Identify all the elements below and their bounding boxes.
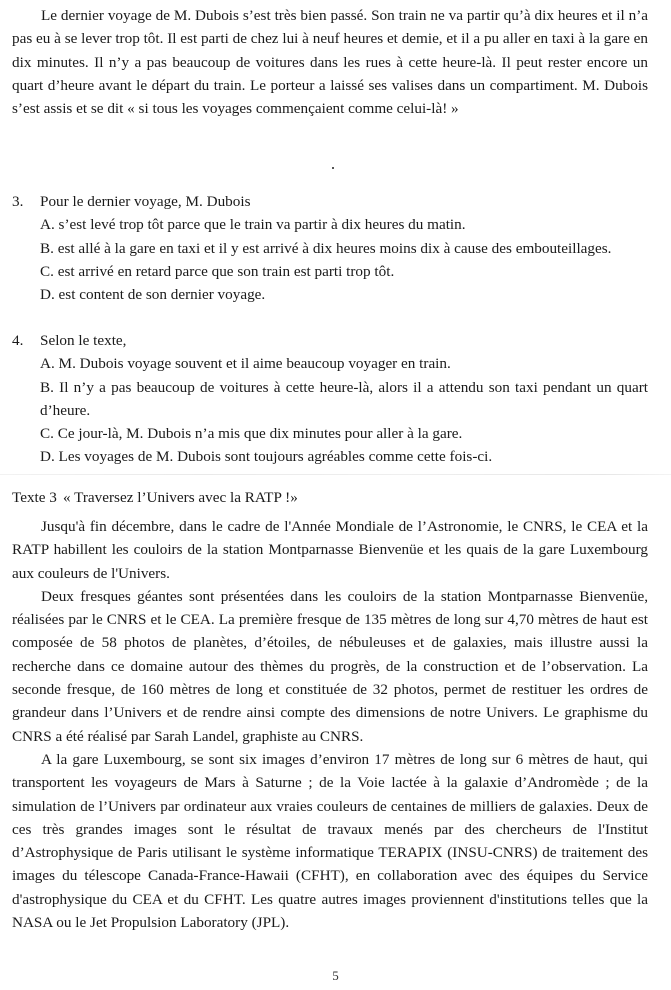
scan-speck bbox=[332, 167, 334, 169]
option-a: A. M. Dubois voyage souvent et il aime beaucoup voyager en train. bbox=[40, 355, 451, 373]
option-c: C. Ce jour-là, M. Dubois n’a mis que dix minutes pour aller à la gare. bbox=[40, 425, 463, 443]
texte-3-heading bbox=[12, 486, 298, 509]
option-b: B. Il n’y a pas beaucoup de voitures à cette heure-là, alors il a attendu son taxi pendant un quart d’heure. bbox=[40, 378, 648, 419]
question-number: 3. bbox=[12, 193, 24, 210]
texte-3-title: « Traversez l’Univers avec la RATP !» bbox=[63, 489, 298, 506]
question-stem: Pour le dernier voyage, M. Dubois bbox=[40, 193, 251, 210]
texte-3-paragraph-2: Deux fresques géantes sont présentées dans les couloirs de la station Montparnasse Bienvenüe, réalisées par le CNRS et le CEA. La première fresque de 135 mètres de long sur 4,70 mètres de haut est composée de 58 photos de planètes, d’étoiles, de nébuleuses et de galaxies, mais illustre aussi la recherche dans ce domaine autour des thèmes du progrès, de la construction et de l’observation. La seconde fresque, de 160 mètres de long et constituée de 32 photos, permet de restituer les ordres de grandeur dans l’Univers et de rendre ainsi compte des dimensions de notre Univers. Le graphisme du CNRS a été réalisé par Sarah Landel, graphiste au CNRS. bbox=[12, 587, 648, 745]
option-d: D. est content de son dernier voyage. bbox=[40, 286, 266, 304]
page-number: 5 bbox=[332, 968, 339, 983]
texte-3-body bbox=[12, 515, 648, 934]
question-4 bbox=[12, 329, 648, 469]
texte-3-label: Texte 3 bbox=[12, 489, 57, 506]
texte-3-paragraph-1: Jusqu'à fin décembre, dans le cadre de l'Année Mondiale de l’Astronomie, le CNRS, le CEA et la RATP habillent les couloirs de la station Montparnasse Bienvenüe et les quais de la gare Luxembourg aux couleurs de l'Univers. bbox=[12, 518, 648, 582]
option-a: A. s’est levé trop tôt parce que le train va partir à dix heures du matin. bbox=[40, 216, 466, 234]
passage-1-paragraph: Le dernier voyage de M. Dubois s’est très bien passé. Son train ne va partir qu’à dix heures et il n’a pas eu à se lever trop tôt. Il est parti de chez lui à neuf heures et demie, et il a pu aller en taxi à la gare en dix minutes. Il n’y a pas beaucoup de voitures dans les rues à cette heure-là. Il peut rester encore un quart d’heure avant le départ du train. Le porteur a laissé ses valises dans un compartiment. M. Dubois s’est assis et se dit « si tous les voyages commençaient comme celui-là! » bbox=[12, 7, 648, 118]
question-number: 4. bbox=[12, 332, 24, 349]
option-c: C. est arrivé en retard parce que son train est parti trop tôt. bbox=[40, 262, 395, 280]
passage-1 bbox=[12, 4, 648, 120]
texte-3-paragraph-3: A la gare Luxembourg, se sont six images d’environ 17 mètres de long sur 6 mètres de haut, qui transportent les voyageurs de Mars à Saturne ; de la Voie lactée à la galaxie d’Andromède ; de la simulation de l’Univers par ordinateur aux vraies couleurs de centaines de milliers de galaxies. Deux de ces très grandes images sont le résultat de travaux menés par des chercheurs de l'Institut d’Astrophysique de Paris utilisant le système informatique TERAPIX (INSU-CNRS) de traitement des images du télescope Canada-France-Hawaii (CFHT), en collaboration avec des équipes du Service d'astrophysique du CEA et du CFHT. Les quatre autres images proviennent d'institutions telles que la NASA ou le Jet Propulsion Laboratory (JPL). bbox=[12, 750, 648, 932]
section-divider bbox=[0, 474, 671, 475]
option-b: B. est allé à la gare en taxi et il y est arrivé à dix heures moins dix à cause des embouteillages. bbox=[40, 239, 612, 257]
question-3 bbox=[12, 190, 648, 306]
option-d: D. Les voyages de M. Dubois sont toujours agréables comme cette fois-ci. bbox=[40, 448, 493, 466]
question-stem: Selon le texte, bbox=[40, 332, 127, 349]
